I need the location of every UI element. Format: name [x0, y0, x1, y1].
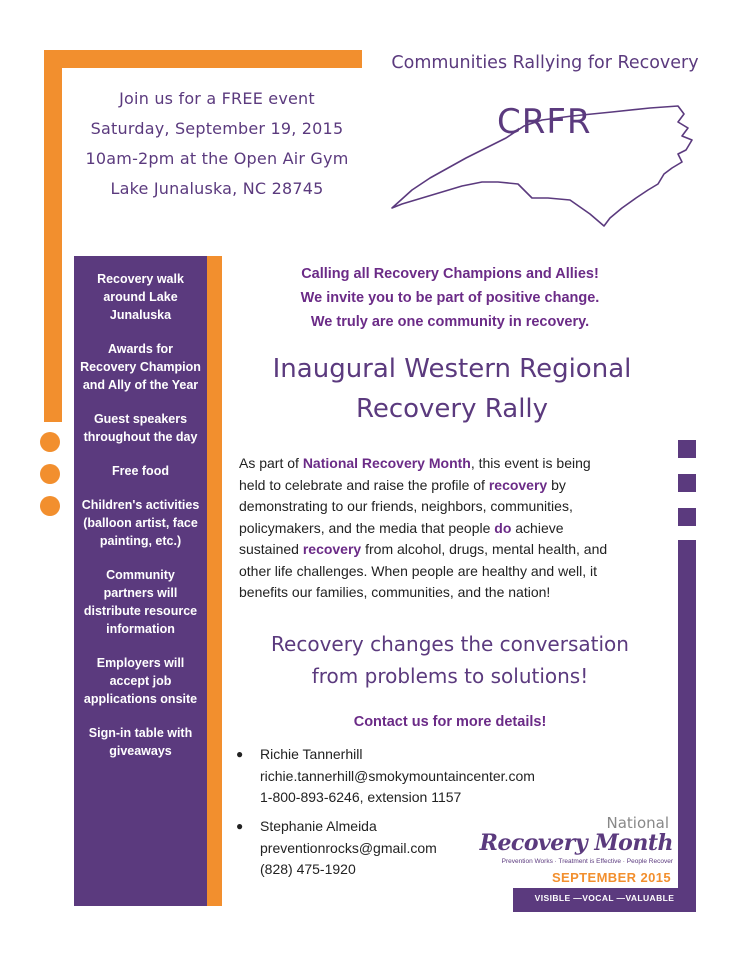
rally-title-line: Recovery Rally: [355, 394, 549, 424]
contact-email[interactable]: preventionrocks@gmail.com: [260, 839, 437, 856]
logo-national: National: [606, 814, 669, 832]
body-text: , this event is being: [470, 455, 591, 471]
activity-item: Recovery walk around Lake Junaluska: [97, 272, 184, 322]
body-text: achieve: [511, 519, 564, 536]
body-highlight: recovery: [488, 476, 548, 493]
activity-item: Guest speakers throughout the day: [83, 412, 198, 444]
org-name: Communities Rallying for Recovery: [391, 53, 699, 73]
orange-frame-top: [44, 50, 362, 68]
slogan-line: from problems to solutions!: [311, 664, 589, 688]
orange-dot-icon: [40, 496, 60, 516]
body-paragraph: [239, 453, 659, 604]
logo-recovery-month: Recovery Month: [479, 830, 673, 856]
logo-bottom-text: VISIBLE —VOCAL —VALUABLE: [534, 893, 675, 903]
contact-entry: [236, 816, 437, 881]
body-text: from alcohol, drugs, mental health, and: [361, 541, 608, 557]
rally-title: [232, 349, 672, 429]
body-text: other life challenges. When people are healthy and well, it: [239, 562, 597, 579]
body-highlight: recovery: [302, 541, 362, 557]
contact-name: Richie Tannerhill: [260, 746, 363, 762]
contact-heading: Contact us for more details!: [353, 714, 547, 730]
body-text: sustained: [239, 541, 303, 557]
national-recovery-month-logo: [479, 812, 677, 888]
sidebar-orange-strip: [207, 256, 222, 906]
activity-item: Free food: [112, 464, 169, 478]
event-info: [72, 84, 362, 204]
right-purple-bar: [678, 540, 696, 912]
orange-dot-icon: [40, 464, 60, 484]
contact-name: Stephanie Almeida: [260, 818, 377, 834]
contact-entry: [236, 744, 535, 809]
bullet-icon: ●: [236, 747, 244, 761]
body-text: policymakers, and the media that people: [239, 519, 495, 536]
activity-item: Employers will accept job applications onsite: [83, 656, 198, 706]
activity-list: [74, 270, 207, 776]
body-text: held to celebrate and raise the profile of: [239, 476, 489, 493]
purple-square-icon: [678, 440, 696, 458]
activity-item: Community partners will distribute resource information: [83, 568, 198, 636]
event-location: Lake Junaluska, NC 28745: [110, 179, 324, 198]
orange-dot-icon: [40, 432, 60, 452]
logo-month: SEPTEMBER 2015: [551, 870, 671, 885]
body-text: benefits our families, communities, and the nation!: [239, 584, 551, 600]
slogan: [240, 628, 660, 692]
rally-title-line: Inaugural Western Regional: [272, 354, 632, 384]
purple-square-icon: [678, 474, 696, 492]
event-time: 10am-2pm at the Open Air Gym: [85, 149, 349, 168]
event-line: Join us for a FREE event: [119, 89, 315, 108]
activity-item: Sign-in table with giveaways: [88, 726, 193, 758]
contact-email[interactable]: richie.tannerhill@smokymountaincenter.com: [260, 767, 535, 784]
slogan-line: Recovery changes the conversation: [271, 632, 629, 656]
body-text: As part of: [239, 455, 303, 471]
activity-item: Awards for Recovery Champion and Ally of the Year: [80, 342, 201, 392]
body-highlight: do: [494, 519, 512, 536]
bullet-icon: ●: [236, 819, 244, 833]
event-date: Saturday, September 19, 2015: [90, 119, 344, 138]
activity-item: Children's activities (balloon artist, face painting, etc.): [81, 498, 200, 548]
contact-phone: (828) 475-1920: [260, 861, 356, 877]
body-highlight: National Recovery Month: [302, 455, 471, 471]
purple-square-icon: [678, 508, 696, 526]
calling-message: [240, 262, 660, 334]
calling-line: We truly are one community in recovery.: [310, 314, 590, 330]
body-text: by: [547, 476, 566, 493]
calling-line: Calling all Recovery Champions and Allies!: [301, 266, 599, 282]
orange-frame-left: [44, 50, 62, 422]
contact-phone: 1-800-893-6246, extension 1157: [260, 789, 462, 805]
calling-line: We invite you to be part of positive change.: [300, 290, 600, 306]
crfr-acronym: CRFR: [497, 102, 592, 142]
body-text: demonstrating to our friends, neighbors, communities,: [239, 498, 573, 514]
logo-tagline: Prevention Works · Treatment is Effective · People Recover: [501, 858, 673, 865]
